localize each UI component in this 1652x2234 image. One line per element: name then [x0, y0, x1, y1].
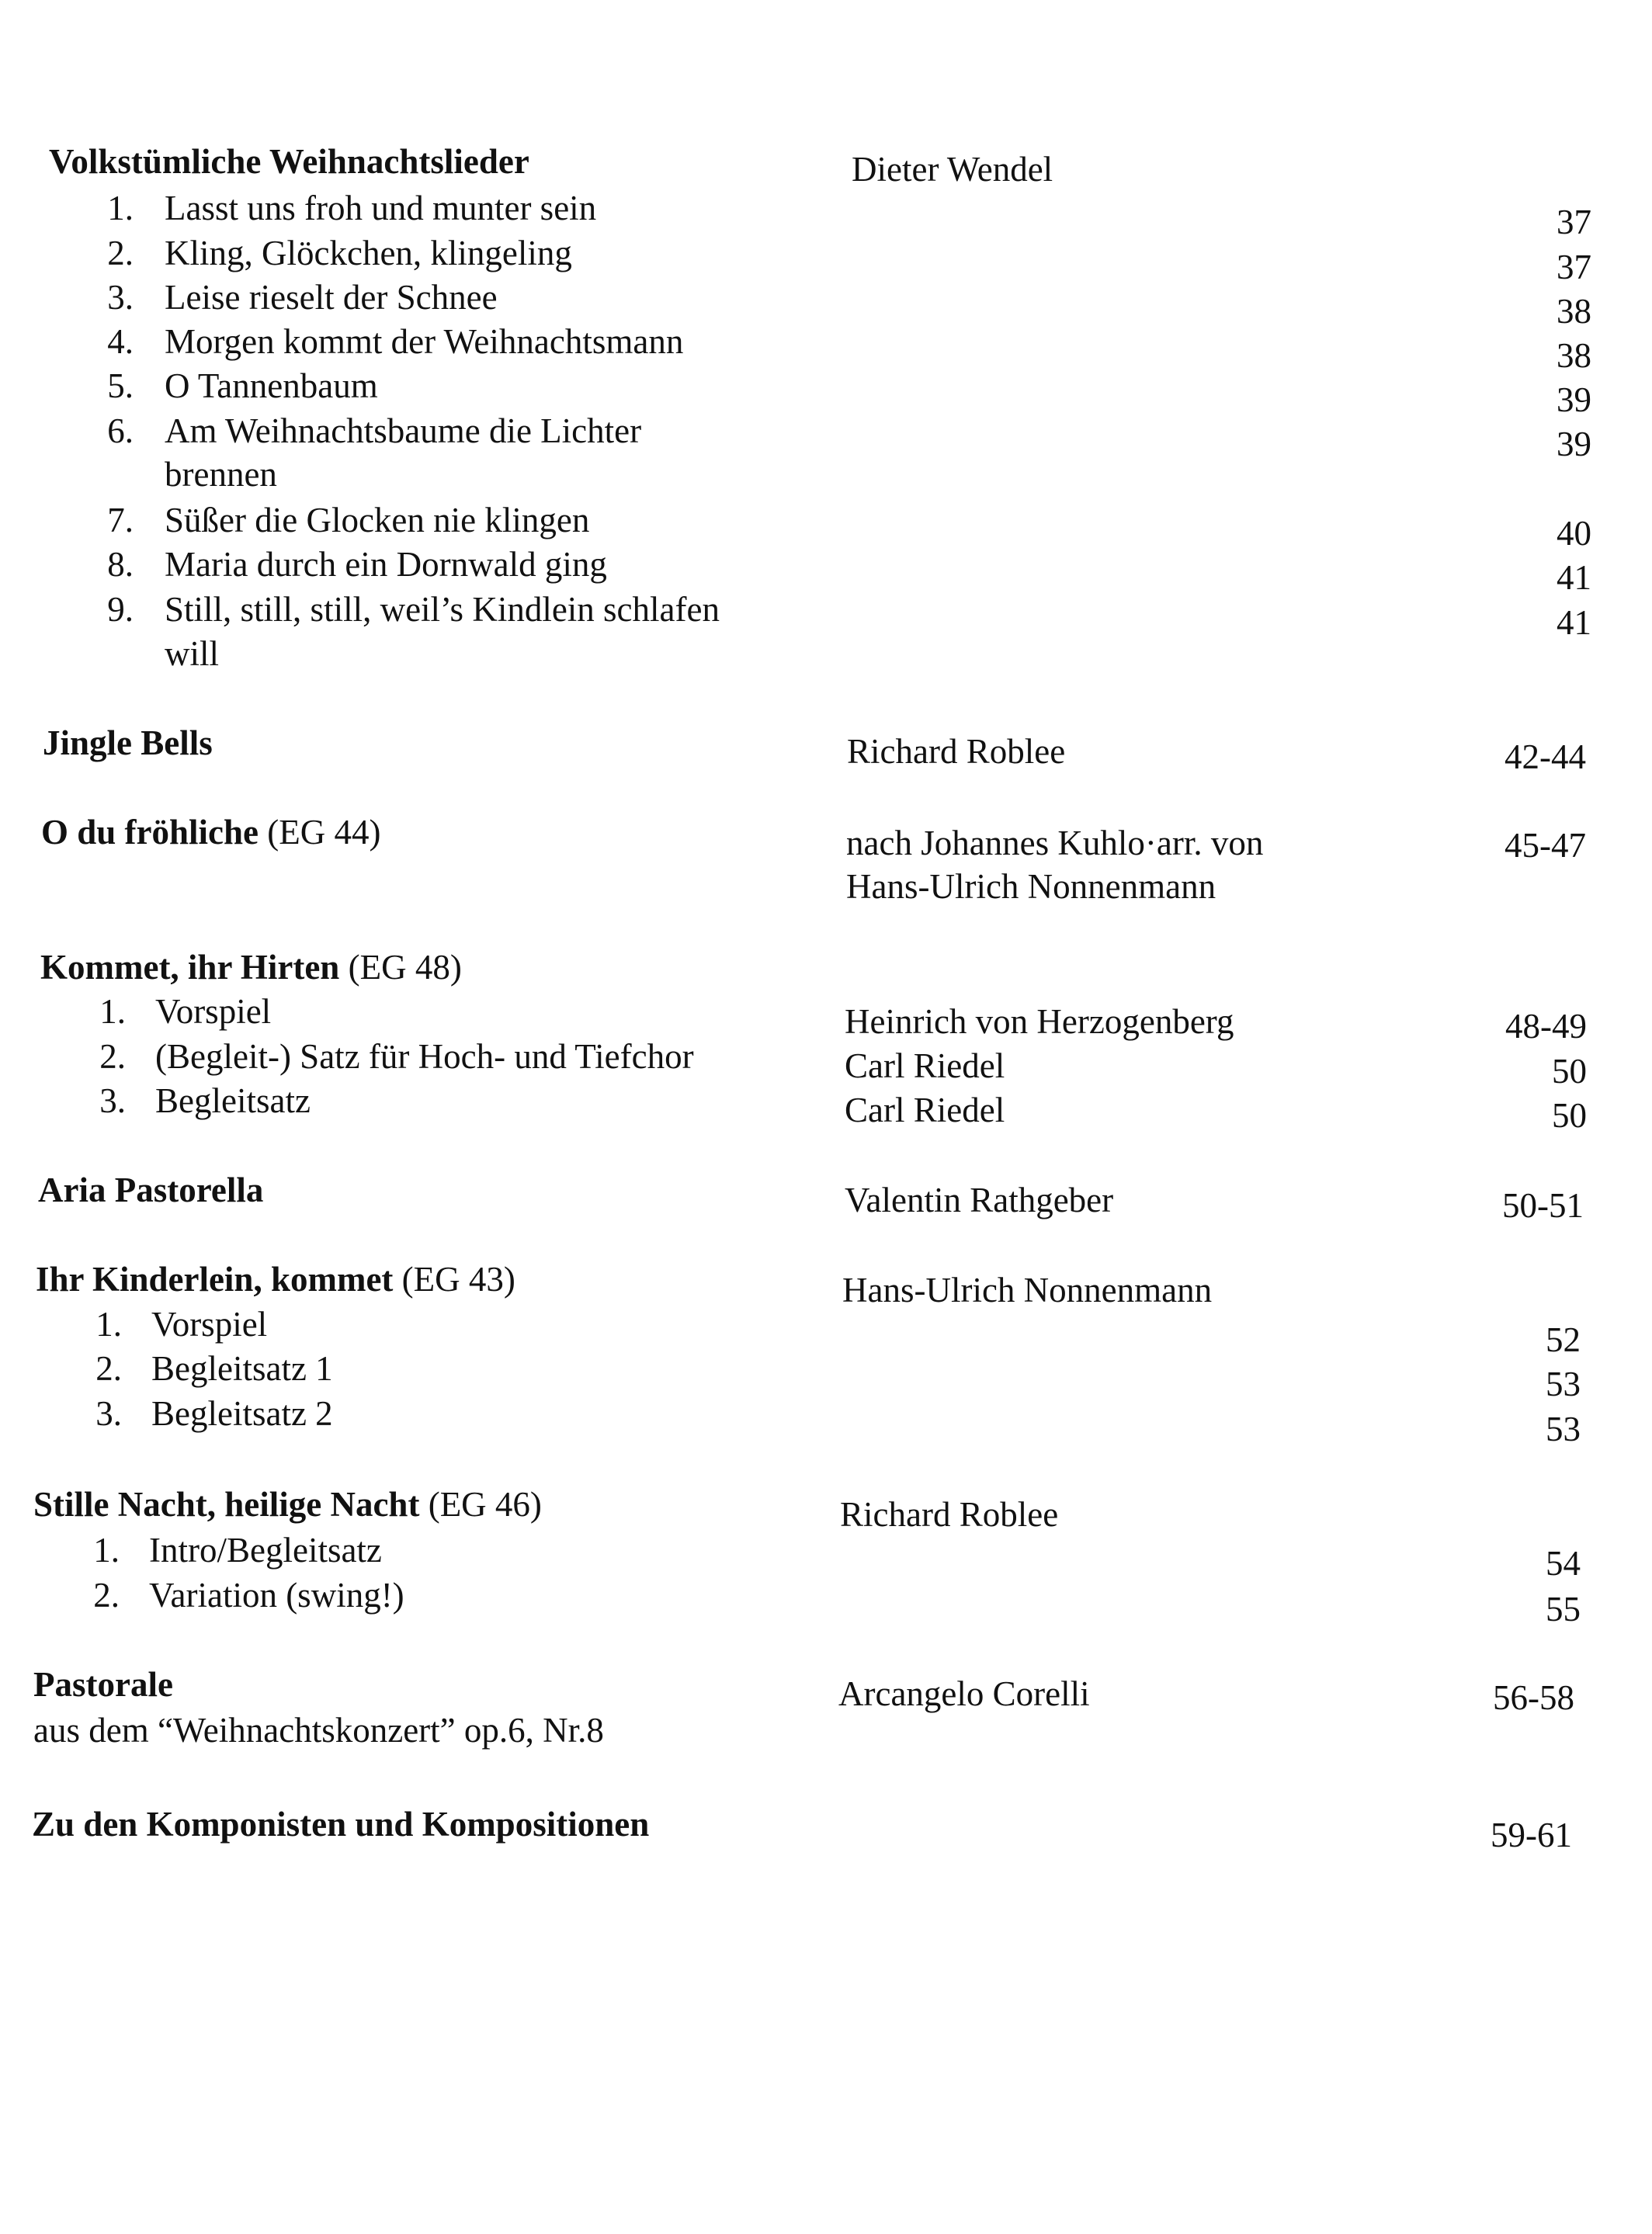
- entry-composer-continued: Hans-Ulrich Nonnenmann: [846, 867, 1216, 906]
- item-number: 1.: [95, 1305, 122, 1344]
- page-number: 48-49: [1505, 1007, 1587, 1046]
- page-number: 37: [1557, 203, 1591, 241]
- entry-subtitle: (EG 43): [401, 1260, 515, 1299]
- entry-subtitle: (EG 48): [348, 948, 462, 987]
- item-title: Begleitsatz: [155, 1081, 311, 1120]
- entry-title-line: [36, 1262, 515, 1297]
- entry-title: Stille Nacht, heilige Nacht: [33, 1485, 420, 1524]
- entry-title: Volkstümliche Weihnachtslieder: [49, 142, 529, 181]
- item-number: 1.: [107, 189, 134, 227]
- item-title: Kling, Glöckchen, klingeling: [165, 234, 572, 272]
- entry-subtitle: (EG 46): [428, 1485, 542, 1524]
- entry-subtitle: aus dem “Weihnachtskonzert” op.6, Nr.8: [33, 1711, 604, 1750]
- entry-title: O du fröhliche: [41, 813, 259, 852]
- item-title: Intro/Begleitsatz: [149, 1531, 382, 1570]
- entry-title: Jingle Bells: [43, 723, 213, 762]
- page-number: 53: [1546, 1365, 1581, 1403]
- item-number: 1.: [99, 992, 126, 1031]
- page-number: 41: [1557, 558, 1591, 597]
- item-number: 8.: [107, 545, 134, 584]
- page-number: 59-61: [1491, 1816, 1572, 1854]
- item-title: Begleitsatz 1: [151, 1349, 333, 1388]
- item-title: O Tannenbaum: [165, 366, 378, 405]
- item-number: 7.: [107, 501, 134, 539]
- page-number: 50: [1552, 1096, 1587, 1135]
- item-composer: Carl Riedel: [845, 1046, 1005, 1085]
- item-title: Leise rieselt der Schnee: [165, 278, 498, 317]
- item-title: Still, still, still, weil’s Kindlein schlafen: [165, 590, 720, 629]
- item-number: 2.: [99, 1037, 126, 1076]
- item-number: 2.: [95, 1349, 122, 1388]
- item-title: Lasst uns froh und munter sein: [165, 189, 597, 227]
- item-composer: Heinrich von Herzogenberg: [845, 1002, 1234, 1041]
- page-number: 40: [1557, 514, 1591, 553]
- entry-composer: nach Johannes Kuhlo·arr. von: [846, 824, 1264, 862]
- page-number: 41: [1557, 603, 1591, 642]
- item-number: 5.: [107, 366, 134, 405]
- page-number: 55: [1546, 1590, 1581, 1629]
- item-composer: Carl Riedel: [845, 1091, 1005, 1129]
- item-number: 9.: [107, 590, 134, 629]
- entry-composer: Dieter Wendel: [852, 150, 1053, 189]
- page-number: 50: [1552, 1052, 1587, 1091]
- item-title: Am Weihnachtsbaume die Lichter: [165, 411, 642, 450]
- entry-title-line: [40, 950, 462, 985]
- page-number: 45-47: [1504, 826, 1586, 865]
- page-number: 53: [1546, 1410, 1581, 1448]
- item-title: (Begleit-) Satz für Hoch- und Tiefchor: [155, 1037, 694, 1076]
- entry-title: Pastorale: [33, 1665, 173, 1704]
- item-number: 2.: [107, 234, 134, 272]
- item-title: Vorspiel: [151, 1305, 268, 1344]
- page-number: 54: [1546, 1544, 1581, 1583]
- entry-title: Aria Pastorella: [38, 1171, 264, 1209]
- entry-title: Kommet, ihr Hirten: [40, 948, 340, 987]
- item-number: 1.: [93, 1531, 120, 1570]
- entry-title-line: [41, 815, 381, 850]
- item-title-continued: will: [165, 634, 220, 673]
- item-title: Maria durch ein Dornwald ging: [165, 545, 607, 584]
- item-number: 6.: [107, 411, 134, 450]
- page-number: 50-51: [1502, 1186, 1584, 1225]
- item-title: Süßer die Glocken nie klingen: [165, 501, 590, 539]
- item-title: Begleitsatz 2: [151, 1394, 333, 1433]
- entry-title: Zu den Komponisten und Kompositionen: [32, 1805, 650, 1844]
- page-number: 52: [1546, 1320, 1581, 1359]
- page-number: 37: [1557, 248, 1591, 286]
- item-number: 3.: [107, 278, 134, 317]
- page-number: 39: [1557, 425, 1591, 463]
- entry-composer: Richard Roblee: [847, 732, 1066, 771]
- entry-composer: Arcangelo Corelli: [838, 1674, 1090, 1713]
- item-number: 2.: [93, 1576, 120, 1615]
- item-title: Variation (swing!): [149, 1576, 404, 1615]
- item-number: 3.: [99, 1081, 126, 1120]
- entry-subtitle: (EG 44): [267, 813, 381, 852]
- entry-composer: Richard Roblee: [840, 1495, 1059, 1534]
- item-number: 3.: [95, 1394, 122, 1433]
- entry-title-line: [33, 1487, 542, 1522]
- page-number: 38: [1557, 292, 1591, 331]
- item-number: 4.: [107, 322, 134, 361]
- entry-composer: Valentin Rathgeber: [845, 1181, 1114, 1219]
- page-number: 56-58: [1493, 1678, 1574, 1717]
- entry-title: Ihr Kinderlein, kommet: [36, 1260, 394, 1299]
- entry-composer: Hans-Ulrich Nonnenmann: [842, 1271, 1213, 1310]
- page-number: 38: [1557, 336, 1591, 375]
- page-number: 39: [1557, 380, 1591, 419]
- item-title: Morgen kommt der Weihnachtsmann: [165, 322, 684, 361]
- item-title-continued: brennen: [165, 455, 277, 494]
- page-number: 42-44: [1504, 737, 1586, 776]
- item-title: Vorspiel: [155, 992, 272, 1031]
